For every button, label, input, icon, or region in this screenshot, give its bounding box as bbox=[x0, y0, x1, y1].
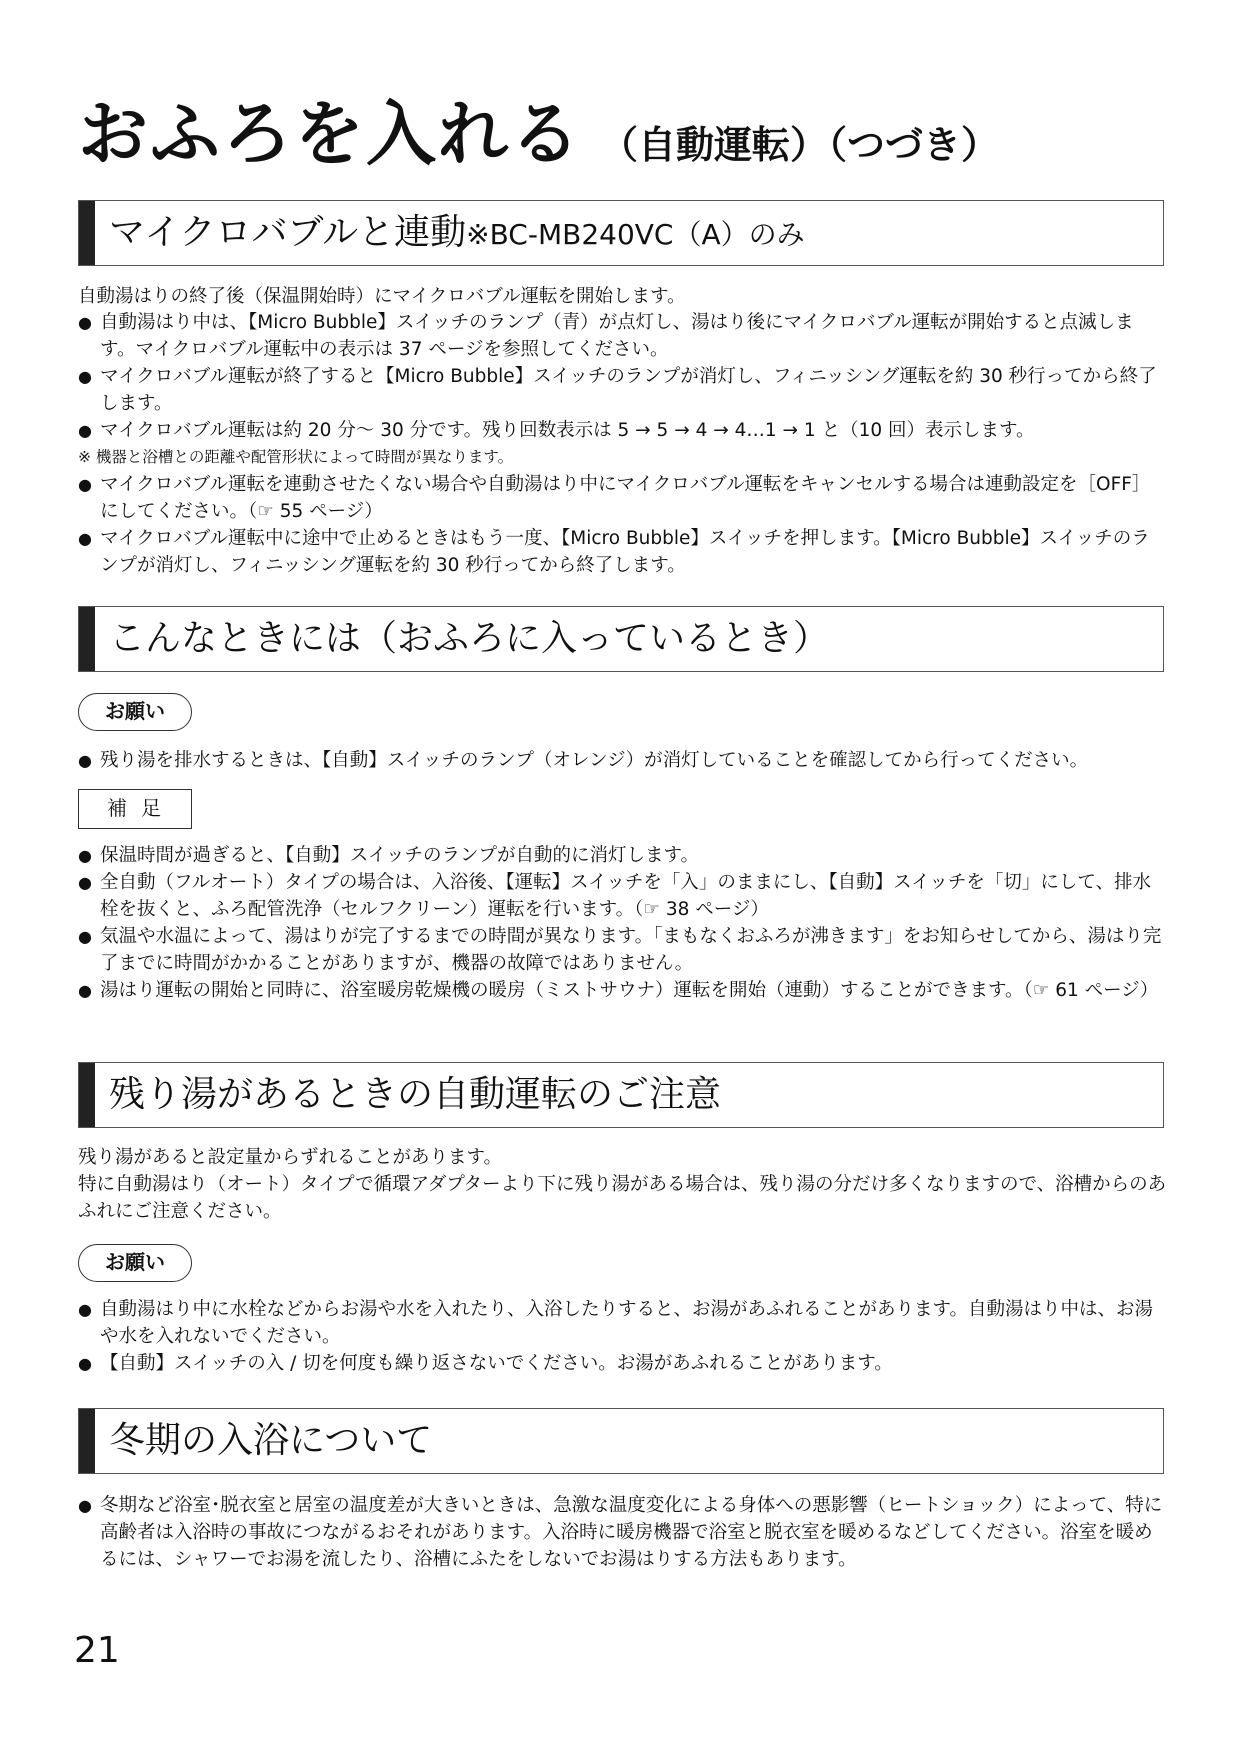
page-title bbox=[78, 78, 999, 179]
section-heading-konnatoki bbox=[78, 606, 1164, 672]
list-item: ● 自動湯はり中は、【Micro Bubble】スイッチのランプ（青）が点灯し、湯はり後にマイクロバブル運転が開始すると点滅します。マイクロバブル運転中の表示は 37 ページを参照してください。 bbox=[78, 312, 1134, 360]
heading-bar bbox=[79, 1063, 95, 1127]
section3-intro-line: 特に自動湯はり（オート）タイプで循環アダプターより下に残り湯がある場合は、残り湯の分だけ多くなりますので、浴槽からのあふれにご注意ください。 bbox=[78, 1174, 1167, 1222]
page-number: 21 bbox=[74, 1630, 120, 1671]
list-item: ● 【自動】スイッチの入 / 切を何度も繰り返さないでください。お湯があふれることがあります。 bbox=[78, 1353, 893, 1374]
section1-intro: 自動湯はりの終了後（保温開始時）にマイクロバブル運転を開始します。 bbox=[78, 286, 686, 307]
section1-note: ※ 機器と浴槽との距離や配管形状によって時間が異なります。 bbox=[78, 448, 514, 466]
section3-intro bbox=[78, 1144, 1168, 1225]
section-heading-text: 残り湯があるときの自動運転のご注意 bbox=[109, 1074, 722, 1115]
section3-onegai-list bbox=[78, 1296, 1168, 1377]
list-item: ● 湯はり運転の開始と同時に、浴室暖房乾燥機の暖房（ミストサウナ）運転を開始（連動）することができます。（☞ 61 ページ） bbox=[78, 980, 1159, 1001]
list-item: ● 自動湯はり中に水栓などからお湯や水を入れたり、入浴したりすると、お湯があふれることがあります。自動湯はり中は、お湯や水を入れないでください。 bbox=[78, 1299, 1154, 1347]
section4-list bbox=[78, 1492, 1168, 1573]
heading-bar bbox=[79, 1409, 95, 1473]
section2-hosoku-list bbox=[78, 842, 1168, 1004]
section1-list bbox=[78, 309, 1168, 579]
list-item: ● 残り湯を排水するときは、【自動】スイッチのランプ（オレンジ）が消灯していることを確認してから行ってください。 bbox=[78, 750, 1089, 771]
list-item: ● 冬期など浴室･脱衣室と居室の温度差が大きいときは、急激な温度変化による身体への悪影響（ヒートショック）によって、特に高齢者は入浴時の事故につながるおそれがあります。入浴時に暖房機器で浴室と脱衣室を暖めるなどしてください。浴室を暖めるには、シャワーでお湯を流したり、浴槽にふたをしないでお湯はりする方法もあります。 bbox=[78, 1495, 1163, 1570]
section-heading-text: 冬期の入浴について bbox=[109, 1420, 433, 1461]
list-item: ● マイクロバブル運転が終了すると【Micro Bubble】スイッチのランプが消灯し、フィニッシング運転を約 30 秒行ってから終了します。 bbox=[78, 366, 1157, 414]
list-item: ● マイクロバブル運転を連動させたくない場合や自動湯はり中にマイクロバブル運転をキャンセルする場合は連動設定を［OFF］にしてください。（☞ 55 ページ） bbox=[78, 474, 1151, 522]
list-item: ● 全自動（フルオート）タイプの場合は、入浴後、【運転】スイッチを「入」のままにし、【自動】スイッチを「切」にして、排水栓を抜くと、ふろ配管洗浄（セルフクリーン）運転を行います。（☞ 38 ページ） bbox=[78, 872, 1151, 920]
section2-onegai-list bbox=[78, 747, 1168, 774]
section-heading-model-note: ※BC-MB240VC（A）のみ bbox=[466, 218, 805, 251]
section-heading-nokoriyu bbox=[78, 1062, 1164, 1128]
section-heading-microbubble bbox=[78, 200, 1164, 266]
page-title-main: おふろを入れる bbox=[78, 93, 582, 175]
heading-bar bbox=[79, 607, 95, 671]
list-item: ● マイクロバブル運転中に途中で止めるときはもう一度、【Micro Bubble】スイッチを押します。【Micro Bubble】スイッチのランプが消灯し、フィニッシング運転を約 30 秒行ってから終了します。 bbox=[78, 528, 1150, 576]
list-item: ● 保温時間が過ぎると、【自動】スイッチのランプが自動的に消灯します。 bbox=[78, 845, 700, 866]
onegai-label: お願い bbox=[78, 693, 192, 731]
heading-bar bbox=[79, 201, 95, 265]
list-item: ● 気温や水温によって、湯はりが完了するまでの時間が異なります。「まもなくおふろが沸きます」をお知らせしてから、湯はり完了までに時間がかかることがありますが、機器の故障ではありません。 bbox=[78, 926, 1162, 974]
list-item: ● マイクロバブル運転は約 20 分～ 30 分です。残り回数表示は 5 → 5 → 4 → 4…1 → 1 と（10 回）表示します。 bbox=[78, 420, 1035, 441]
section-heading-text: こんなときには（おふろに入っているとき） bbox=[109, 618, 830, 659]
page-title-sub: （自動運転）（つづき） bbox=[600, 123, 1000, 167]
onegai-label: お願い bbox=[78, 1244, 192, 1282]
hosoku-label: 補足 bbox=[78, 789, 192, 829]
section3-intro-line: 残り湯があると設定量からずれることがあります。 bbox=[78, 1147, 503, 1168]
section-heading-text: マイクロバブルと連動 bbox=[109, 212, 467, 253]
section-heading-touki bbox=[78, 1408, 1164, 1474]
